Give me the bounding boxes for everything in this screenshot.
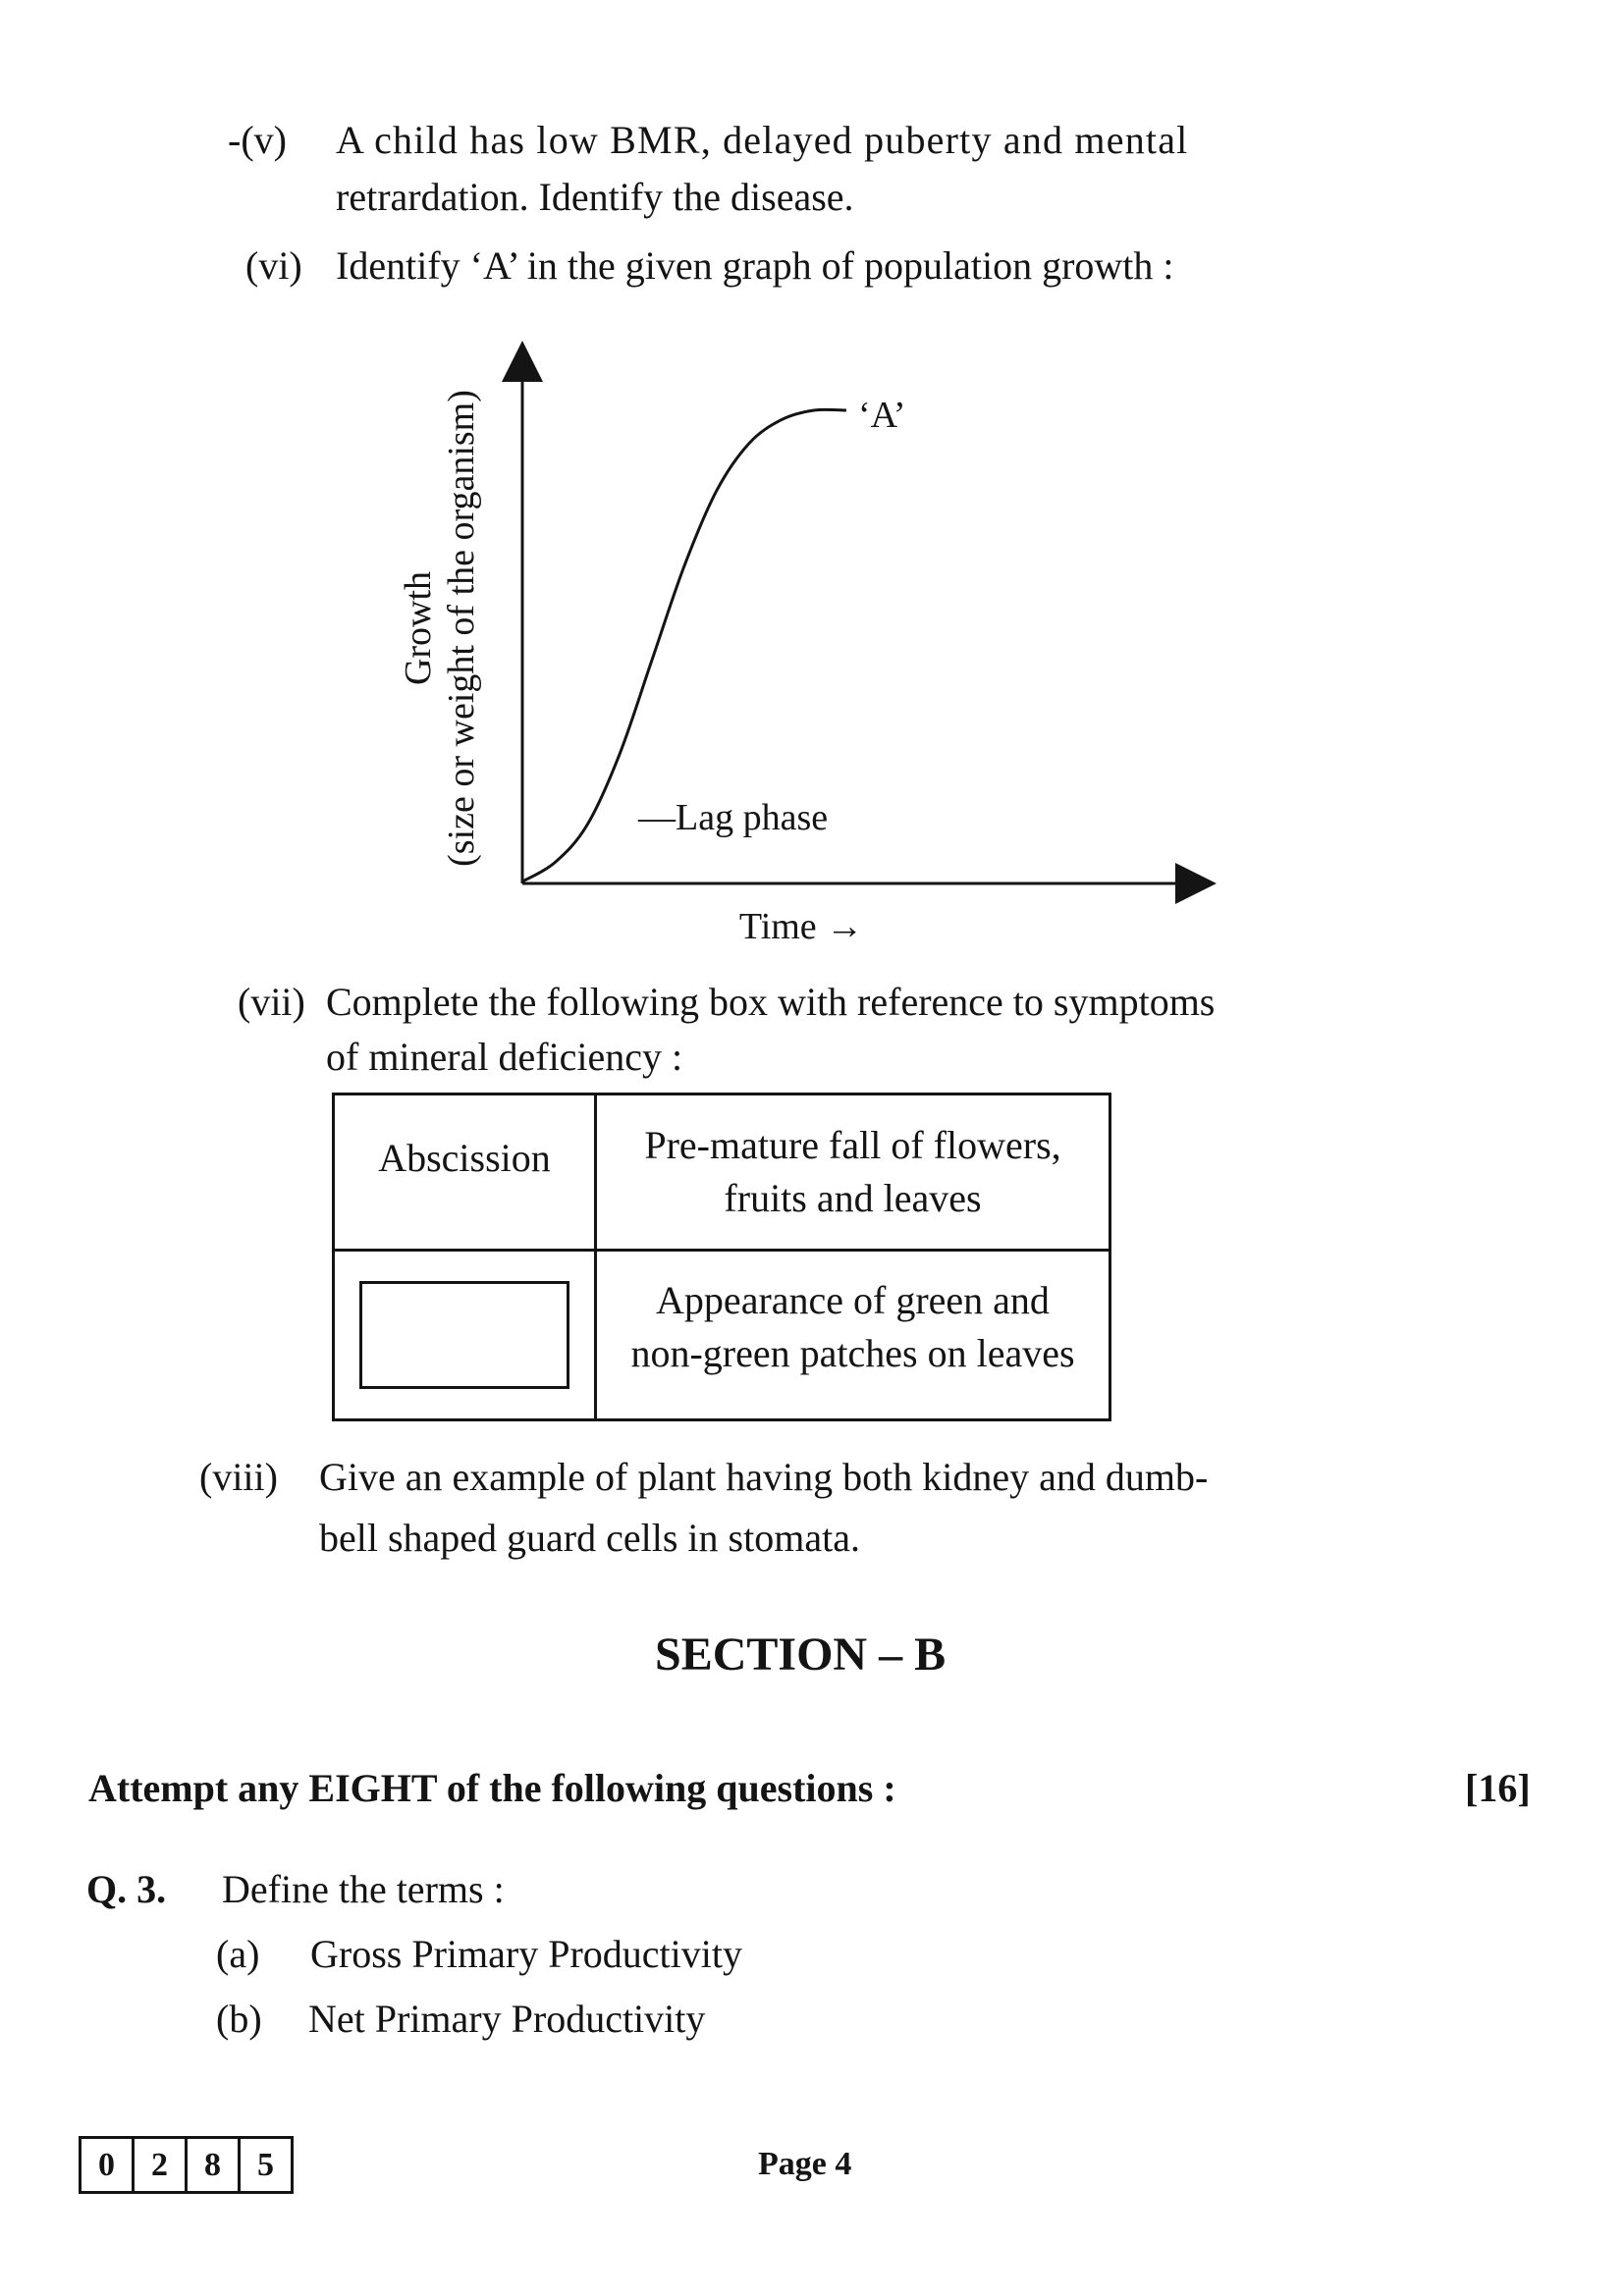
question-text: Define the terms :: [222, 1867, 505, 1911]
question-vi: [245, 236, 1375, 298]
question-number: Q. 3.: [86, 1867, 167, 1911]
question-number: (vii): [238, 980, 305, 1024]
page-number: Page 4: [758, 2146, 852, 2182]
question-text-line2: of mineral deficiency :: [326, 1035, 683, 1079]
question-text-line1: Give an example of plant having both kidney and dumb-: [319, 1455, 1209, 1499]
y-axis-label-line1: Growth: [398, 570, 439, 686]
question-number: (viii): [199, 1455, 278, 1499]
question-text-line2: bell shaped guard cells in stomata.: [319, 1516, 860, 1560]
label-lag-phase: —Lag phase: [638, 797, 829, 838]
paper-code: [79, 2136, 291, 2194]
mineral-deficiency-table: [332, 1093, 1111, 1421]
population-growth-graph: [373, 334, 1257, 962]
question-number: -(v): [228, 118, 287, 162]
table-row: [335, 1252, 1109, 1418]
table-cell-description: Pre-mature fall of flowers, fruits and leaves: [644, 1123, 1061, 1220]
graph-svg: [373, 334, 1257, 962]
question-vii: [238, 972, 1367, 1094]
table-row: [335, 1095, 1109, 1249]
question-viii: [199, 1447, 1378, 1575]
table-cell-blank: [335, 1252, 594, 1418]
marks-badge: [16]: [1465, 1766, 1531, 1810]
question-text: Identify ‘A’ in the given graph of population growth :: [336, 243, 1174, 288]
sub-question-text-b: Net Primary Productivity: [308, 1997, 706, 2041]
question-v: [228, 110, 1357, 238]
code-digit: 8: [185, 2136, 241, 2194]
code-digit: 5: [238, 2136, 294, 2194]
instruction-text: Attempt any EIGHT of the following questions :: [88, 1766, 896, 1810]
sub-question-label-b: (b): [216, 1997, 262, 2041]
code-digit: 2: [132, 2136, 188, 2194]
code-digit: 0: [79, 2136, 135, 2194]
section-heading: SECTION – B: [655, 1629, 947, 1681]
question-text-line1: Complete the following box with reference to symptoms: [326, 980, 1216, 1024]
label-a: ‘A’: [858, 395, 906, 436]
question-number: (vi): [245, 243, 302, 288]
sub-question-label-a: (a): [216, 1932, 260, 1976]
sub-question-text-a: Gross Primary Productivity: [310, 1932, 742, 1976]
question-3: [86, 1859, 1068, 2065]
table-cell-symptom-name: Abscission: [378, 1136, 551, 1180]
x-axis-label: Time →: [738, 906, 864, 947]
question-text-line2: retrardation. Identify the disease.: [336, 175, 854, 219]
question-text-line1: A child has low BMR, delayed puberty and mental: [336, 118, 1189, 162]
y-axis-label-line2: (size or weight of the organism): [441, 390, 482, 867]
answer-blank-box[interactable]: [359, 1281, 569, 1389]
table-cell-description: Appearance of green and non-green patches on leaves: [630, 1278, 1075, 1375]
